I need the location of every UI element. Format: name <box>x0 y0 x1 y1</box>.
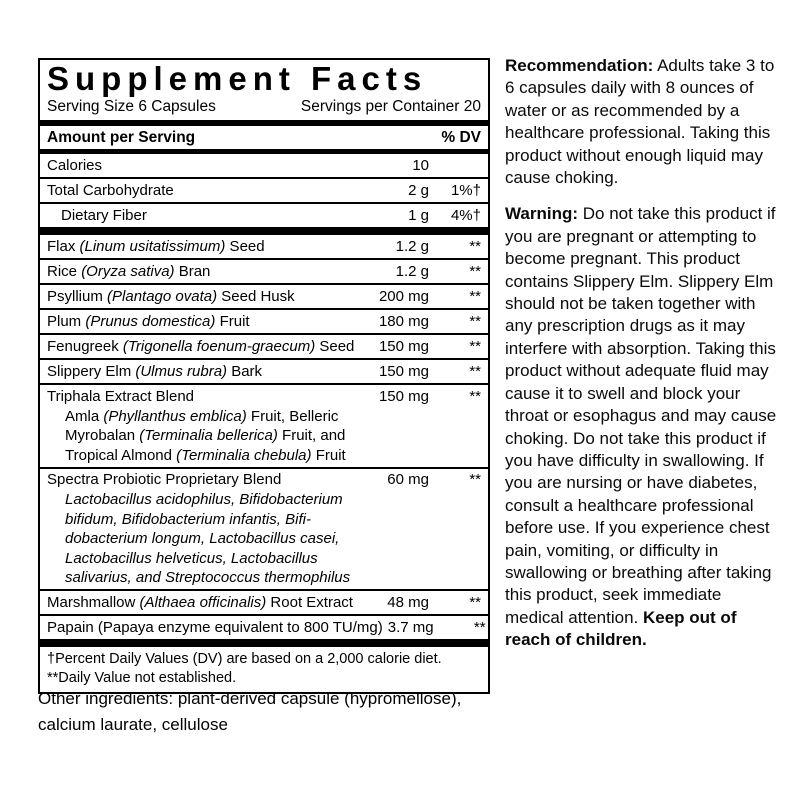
row-total-carbohydrate <box>40 179 488 202</box>
latin-name: (Linum usitatissimum) <box>79 237 226 255</box>
row-triphala-extract-blend <box>40 385 488 467</box>
nutrient-dv: ** <box>469 312 481 330</box>
nutrient-amount: 60 mg <box>387 471 429 488</box>
nutrient-name-part: Seed Husk <box>217 287 295 305</box>
row-slippery-elm-bark <box>40 360 488 383</box>
nutrient-amount: 48 mg <box>387 593 429 611</box>
nutrient-dv: ** <box>469 471 481 488</box>
recommendation-text: Adults take 3 to 6 capsules daily with 8 ounces of water or as recommended by a healthcare professional. Taking this product without enough liquid may cause choking. <box>505 56 775 188</box>
probiotic-strain-line: Lactobacillus helveticus, Lactobacillus <box>65 549 318 567</box>
usage-info-column <box>505 55 783 666</box>
row-flax-seed <box>40 235 488 258</box>
nutrient-name-part: Fruit <box>215 312 250 330</box>
nutrient-dv: ** <box>469 593 481 611</box>
nutrient-name: Papain (Papaya enzyme equivalent to 800 TU/mg) <box>47 618 383 636</box>
row-papain <box>40 616 488 639</box>
latin-name: (Terminalia chebula) <box>176 446 312 464</box>
panel-title: Supplement Facts <box>47 60 428 97</box>
nutrient-amount: 2 g <box>408 181 429 199</box>
row-psyllium-seed-husk <box>40 285 488 308</box>
nutrient-amount: 3.7 mg <box>387 618 434 636</box>
nutrient-name-part: Seed <box>315 337 355 355</box>
warning-paragraph <box>505 203 783 651</box>
recommendation-paragraph <box>505 55 783 189</box>
daily-value-footnote: †Percent Daily Values (DV) are based on a 2,000 calorie diet. <box>47 651 442 667</box>
row-calories <box>40 154 488 177</box>
nutrient-name: Rice <box>47 262 82 280</box>
row-spectra-probiotic-blend <box>40 469 488 590</box>
probiotic-strain-line: Lactobacillus acidophilus, Bifidobacterium <box>65 491 343 508</box>
row-fenugreek-seed <box>40 335 488 358</box>
nutrient-name: Flax <box>47 237 80 255</box>
nutrient-dv: ** <box>469 362 481 380</box>
serving-size: Serving Size 6 Capsules <box>47 98 216 115</box>
row-plum-fruit <box>40 310 488 333</box>
nutrient-name: Fenugreek <box>47 337 123 355</box>
nutrient-name: Slippery Elm <box>47 362 136 380</box>
latin-name: (Ulmus rubra) <box>135 362 228 380</box>
nutrient-dv: 4%† <box>450 206 481 224</box>
nutrient-name-part: Bark <box>227 362 263 380</box>
nutrient-amount: 150 mg <box>378 387 429 405</box>
warning-text: Do not take this product if you are pregnant or attempting to become pregnant. This product contains Slippery Elm. Slippery Elm should not be taken together with any prescription drugs as it may interfere with absorption. Taking this product without adequate fluid may cause it to swell and block your throat or esophagus and may cause choking. Do not take this product if you have difficulty in swallowing. If you are nursing or have diabetes, consult a healthcare professional before use. If you experience chest pain, vomiting, or difficulty in swallowing or breathing after taking this product, seek immediate medical attention. <box>505 204 777 627</box>
amount-per-serving-header: Amount per Serving <box>47 129 196 146</box>
section-bar-thick <box>40 227 488 235</box>
nutrient-dv: ** <box>469 262 481 280</box>
not-established-footnote: **Daily Value not established. <box>47 669 237 686</box>
latin-name: (Prunus domestica) <box>85 312 216 330</box>
nutrient-dv: ** <box>473 618 486 636</box>
nutrient-dv: ** <box>469 237 481 255</box>
latin-name: (Althaea officinalis) <box>139 593 267 611</box>
probiotic-strain-line: salivarius, and Streptococcus thermophilus <box>65 569 351 586</box>
nutrient-name: Dietary Fiber <box>61 206 147 224</box>
latin-name: (Terminalia bellerica) <box>139 427 278 444</box>
nutrient-dv: 1%† <box>450 181 481 199</box>
supplement-facts-panel <box>38 58 490 694</box>
row-marshmallow-root-extract <box>40 591 488 614</box>
nutrient-amount: 1.2 g <box>395 262 429 280</box>
other-ingredients: Other ingredients: plant-derived capsule (hypromellose), calcium laurate, cellulose <box>38 689 462 734</box>
nutrient-dv: ** <box>469 337 481 355</box>
nutrient-amount: 150 mg <box>378 337 429 355</box>
nutrient-dv: ** <box>469 287 481 305</box>
nutrient-name: Marshmallow <box>47 593 140 611</box>
nutrient-name: Plum <box>47 312 86 330</box>
blend-component-line: Amla (Phyllanthus emblica) Fruit, Belleric <box>65 407 339 425</box>
nutrient-amount: 1 g <box>408 206 429 224</box>
column-header-row <box>40 126 488 149</box>
latin-name: (Phyllanthus emblica) <box>103 407 247 425</box>
serving-info-row <box>40 97 488 120</box>
nutrient-name: Total Carbohydrate <box>47 181 174 199</box>
probiotic-strain-line: dobacterium longum, Lactobacillus casei, <box>65 530 340 547</box>
probiotic-strain-line: bifidum, Bifidobacterium infantis, Bifi- <box>65 510 311 528</box>
nutrient-amount: 1.2 g <box>395 237 429 255</box>
section-bar-thick <box>40 639 488 647</box>
warning-label: Warning: <box>505 204 579 224</box>
nutrient-name: Triphala Extract Blend <box>47 387 195 405</box>
row-dietary-fiber <box>40 204 488 227</box>
latin-name: (Plantago ovata) <box>107 287 218 305</box>
nutrient-amount: 10 <box>412 156 429 174</box>
latin-name: (Trigonella foenum-graecum) <box>122 337 316 355</box>
blend-component-line: Tropical Almond (Terminalia chebula) Fruit <box>65 446 346 464</box>
percent-dv-header: % DV <box>441 129 481 146</box>
latin-name: (Oryza sativa) <box>81 262 175 280</box>
nutrient-name: Spectra Probiotic Proprietary Blend <box>47 471 282 488</box>
keep-out-of-reach-text: Keep out of reach of children. <box>505 607 737 650</box>
blend-component-line: Myrobalan (Terminalia bellerica) Fruit, and <box>65 427 346 444</box>
nutrient-amount: 150 mg <box>378 362 429 380</box>
nutrient-amount: 180 mg <box>378 312 429 330</box>
nutrient-dv: ** <box>469 387 481 405</box>
nutrient-name-part: Seed <box>225 237 265 255</box>
nutrient-name: Psyllium <box>47 287 108 305</box>
row-rice-bran <box>40 260 488 283</box>
nutrient-name: Calories <box>47 156 103 174</box>
servings-per-container: Servings per Container 20 <box>300 98 481 115</box>
nutrient-name-part: Root Extract <box>266 593 353 611</box>
nutrient-name-part: Bran <box>174 262 211 280</box>
nutrient-amount: 200 mg <box>378 287 429 305</box>
recommendation-label: Recommendation: <box>505 56 654 75</box>
